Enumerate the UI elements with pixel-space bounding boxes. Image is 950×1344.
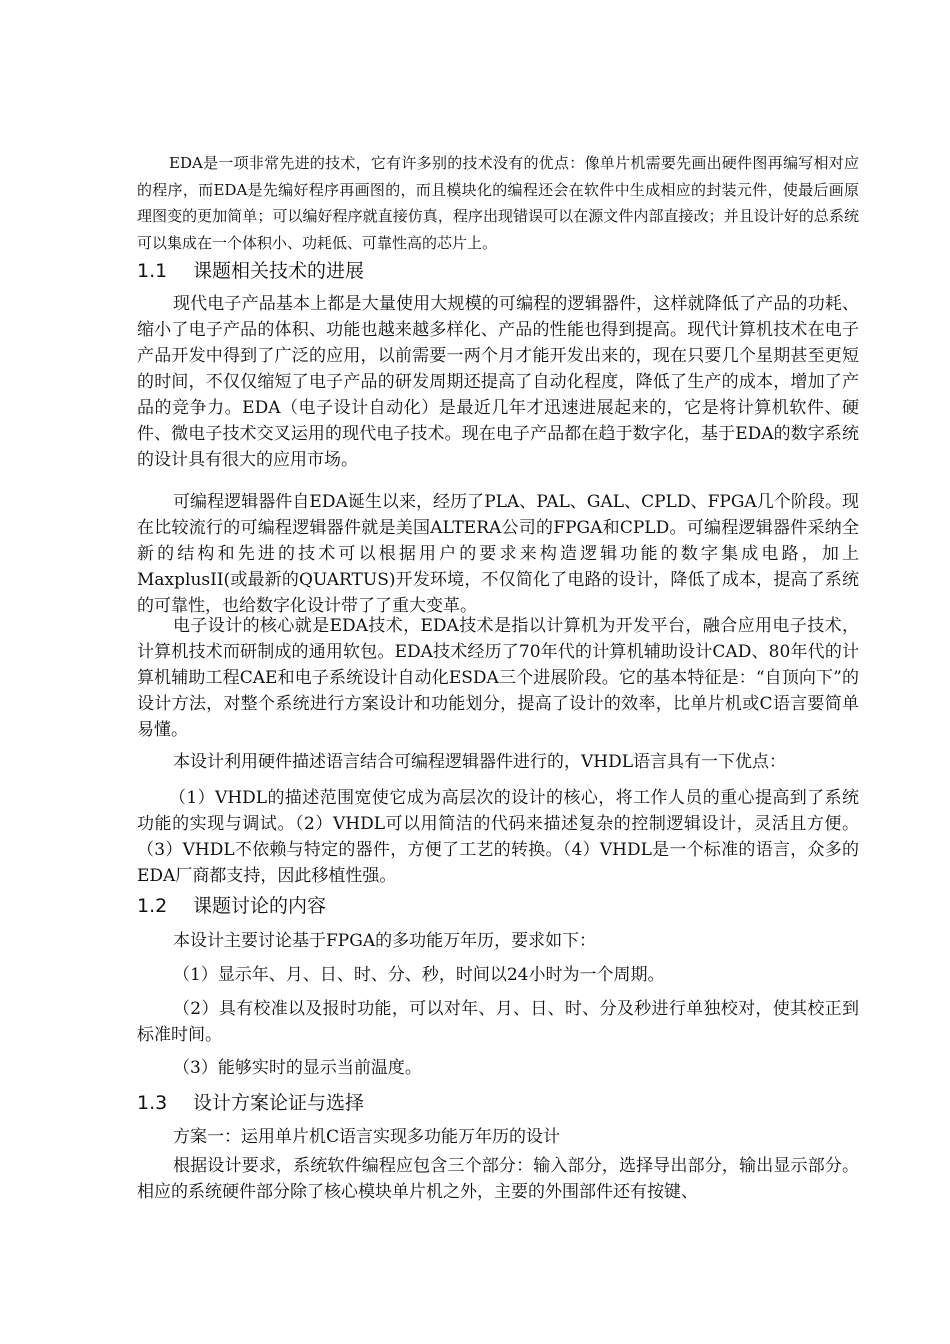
paragraph: 现代电子产品基本上都是大量使用大规模的可编程的逻辑器件，这样就降低了产品的功耗、缩小了电子产品的体积、功能也越来越多样化、产品的性能也得到提高。现代计算机技术在电子产品开发中得到了广泛的应用，以前需要一两个月才能开发出来的，现在只要几个星期甚至更短的时间，不仅仅缩短了电子产品的研发周期还提高了自动化程度，降低了生产的成本，增加了产品的竞争力。EDA（电子设计自动化）是最近几年才迅速进展起来的，它是将计算机软件、硬件、微电子技术交叉运用的现代电子技术。现在电子产品都在趋于数字化，基于EDA的数字系统的设计具有很大的应用市场。	[137, 294, 859, 470]
section-heading-1-3	[137, 1090, 364, 1116]
paragraph: （1）显示年、月、日、时、分、秒，时间以24小时为一个周期。	[173, 965, 665, 985]
paragraph: 根据设计要求，系统软件编程应包含三个部分：输入部分，选择导出部分，输出显示部分。相应的系统硬件部分除了核心模块单片机之外，主要的外围部件还有按键、	[137, 1156, 859, 1202]
paragraph: 方案一：运用单片机C语言实现多功能万年历的设计	[173, 1127, 561, 1147]
paragraph: （2）具有校准以及报时功能，可以对年、月、日、时、分及秒进行单独校对，使其校正到标准时间。	[137, 999, 859, 1045]
paragraph: 本设计主要讨论基于FPGA的多功能万年历，要求如下：	[173, 931, 597, 951]
section-heading-1-2	[137, 893, 326, 919]
section-number: 1.2	[137, 895, 168, 917]
paragraph: 可编程逻辑器件自EDA诞生以来，经历了PLA、PAL、GAL、CPLD、FPGA几个阶段。现在比较流行的可编程逻辑器件就是美国ALTERA公司的FPGA和CPLD。可编程逻辑器件采纳全新的结构和先进的技术可以根据用户的要求来构造逻辑功能的数字集成电路，加上MaxplusII(或最新的QUARTUS)开发环境，不仅简化了电路的设计，降低了成本，提高了系统的可靠性，也给数字化设计带了了重大变革。	[137, 492, 859, 616]
section-heading-1-1	[137, 258, 364, 284]
section-title: 课题相关技术的进展	[193, 260, 365, 282]
section-title: 设计方案论证与选择	[193, 1092, 365, 1114]
paragraph: （3）能够实时的显示当前温度。	[173, 1058, 422, 1078]
paragraph: （1）VHDL的描述范围宽使它成为高层次的设计的核心，将工作人员的重心提高到了系统功能的实现与调试。（2）VHDL可以用简洁的代码来描述复杂的控制逻辑设计，灵活且方便。（3）VHDL不依赖与特定的器件，方便了工艺的转换。（4）VHDL是一个标准的语言，众多的EDA厂商都支持，因此移植性强。	[137, 788, 859, 886]
section-title: 课题讨论的内容	[193, 895, 327, 917]
intro-paragraph: EDA是一项非常先进的技术，它有许多别的技术没有的优点：像单片机需要先画出硬件图再编写相对应的程序，而EDA是先编好程序再画图的，而且模块化的编程还会在软件中生成相应的封装元件，使最后画原理图变的更加简单；可以编好程序就直接仿真，程序出现错误可以在源文件内部直接改；并且设计好的总系统可以集成在一个体积小、功耗低、可靠性高的芯片上。	[137, 154, 859, 252]
section-number: 1.1	[137, 260, 168, 282]
section-number: 1.3	[137, 1092, 168, 1114]
paragraph: 本设计利用硬件描述语言结合可编程逻辑器件进行的，VHDL语言具有一下优点：	[173, 752, 787, 772]
paragraph: 电子设计的核心就是EDA技术，EDA技术是指以计算机为开发平台，融合应用电子技术，计算机技术而研制成的通用软包。EDA技术经历了70年代的计算机辅助设计CAD、80年代的计算机辅助工程CAE和电子系统设计自动化ESDA三个进展阶段。它的基本特征是：“自顶向下”的设计方法，对整个系统进行方案设计和功能划分，提高了设计的效率，比单片机或C语言要简单易懂。	[137, 616, 859, 740]
